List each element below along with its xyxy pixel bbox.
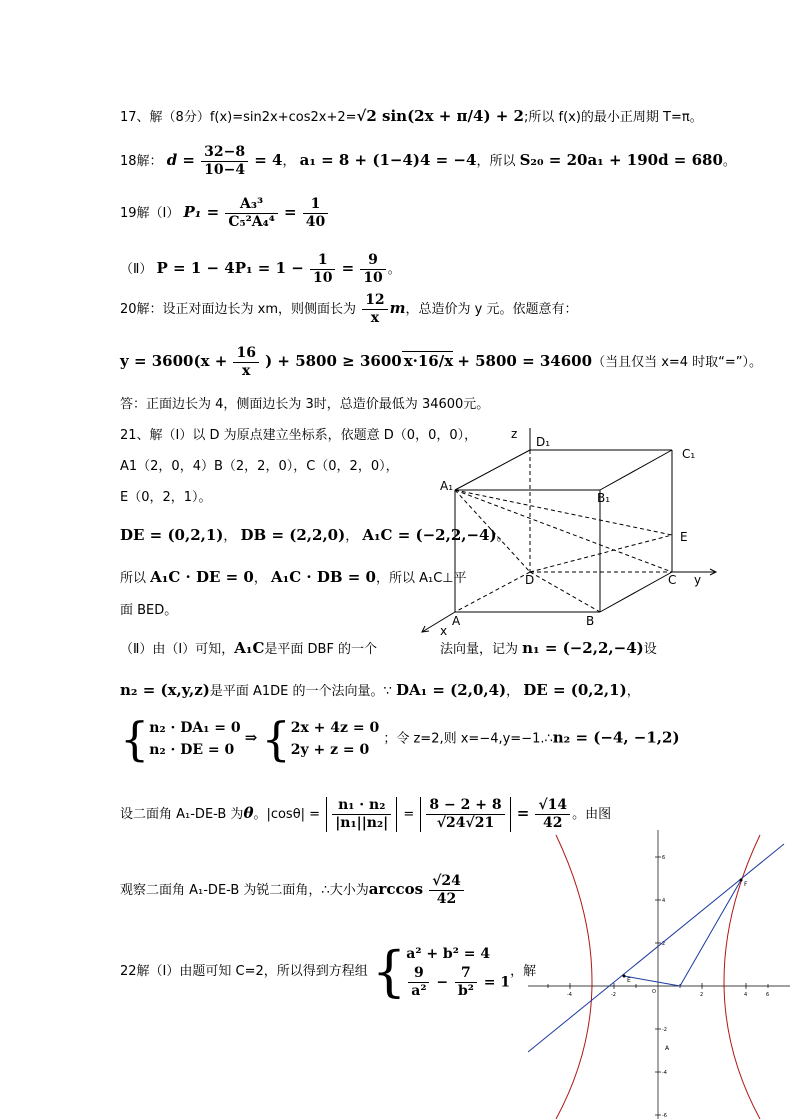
problem-21-part2-b: 法向量，记为 n₁ = (−2,2,−4)设 bbox=[440, 639, 657, 657]
label-origin: O bbox=[652, 989, 656, 995]
label-a: A bbox=[452, 614, 461, 628]
label-d1: D₁ bbox=[536, 435, 551, 449]
problem-19-part1: 19解（Ⅰ） P₁ = $\frac{\text{A₃³}}{\text{C₅²A₄⁴}}$ = $\frac{1}{40}$ bbox=[120, 196, 330, 231]
label-e: E bbox=[627, 977, 631, 984]
label-f: F bbox=[744, 881, 748, 888]
line-db bbox=[530, 572, 600, 612]
fraction: $\frac{32-8}{10-4}$ bbox=[201, 144, 248, 179]
ytick-label: 4 bbox=[662, 898, 666, 904]
xtick-label: -4 bbox=[567, 992, 572, 998]
xtick-label: 6 bbox=[766, 992, 770, 998]
problem-21-normal: n₂ = (x,y,z)是平面 A1DE 的一个法向量。∵ DA₁ = (2,0,4)， DE = (0,2,1)， bbox=[120, 681, 640, 699]
problem-20-line2: y = 3600(x + $\frac{16}{x}$ ) + 5800 ≥ 3600 x·16/x + 5800 = 34600（当且仅当 x=4 时取“=”）。 bbox=[120, 345, 763, 379]
problem-21-answer: 观察二面角 A₁-DE-B 为锐二面角，∴大小为arccos $\frac{√24}{42}$ bbox=[120, 873, 466, 908]
line-de bbox=[530, 535, 672, 572]
problem-20-answer: 答：正面边长为 4，侧面边长为 3时，总造价最低为 34600元。 bbox=[120, 397, 490, 412]
problem-21-vectors: DE = (0,2,1)， DB = (2,2,0)， A₁C = (−2,2,−4)。 bbox=[120, 526, 510, 544]
line-a1e bbox=[455, 490, 672, 535]
edge-bc bbox=[600, 572, 672, 612]
problem-21-angle: 设二面角 A₁-DE-B 为θ。|cosθ| = $\frac{\text{n₁ · n₂}}{\text{|n₁||n₂|}}$ = $\frac{8 - 2 + 8}{√24√21}$ = $\frac{√14}{42}$ 。由图 bbox=[120, 797, 612, 831]
problem-21-line6: 面 BED。 bbox=[120, 603, 178, 618]
label-a1: A₁ bbox=[440, 479, 454, 493]
edge-a1d1 bbox=[455, 450, 530, 490]
problem-21-system: {n₂ · DA₁ = 0 n₂ · DE = 0 ⇒ {2x + 4z = 0 2y + z = 0 ；令 z=2,则 x=−4,y=−1.∴n₂ = (−4, −1,2) bbox=[120, 712, 680, 766]
label-e: E bbox=[680, 530, 688, 544]
ytick-label: 2 bbox=[662, 941, 666, 947]
segment-e-o bbox=[624, 976, 680, 986]
ytick-label: -6 bbox=[662, 1113, 667, 1119]
line-a1c bbox=[455, 490, 672, 572]
label-a: A bbox=[665, 1045, 670, 1052]
label-d: D bbox=[525, 573, 535, 587]
problem-21-line1: 21、解（Ⅰ）以 D 为原点建立坐标系，依题意 D（0，0，0）， bbox=[120, 428, 478, 443]
problem-21-dots: 所以 A₁C · DE = 0， A₁C · DB = 0，所以 A₁C⊥平 bbox=[120, 568, 467, 586]
problem-21-part2: （Ⅱ）由（Ⅰ）可知，A₁C是平面 DBF 的一个 bbox=[120, 639, 378, 657]
ytick-label: 6 bbox=[662, 855, 666, 861]
ytick-label: -2 bbox=[662, 1027, 667, 1033]
point-e bbox=[623, 975, 626, 978]
label-b: B bbox=[586, 614, 595, 628]
point-f bbox=[740, 879, 743, 882]
label-c: C bbox=[668, 573, 677, 587]
hyperbola-left-branch bbox=[556, 835, 592, 1119]
problem-18: 18解： d = $\frac{32-8}{10-4}$ = 4， a₁ = 8 + (1−4)4 = −4，所以 S₂₀ = 20a₁ + 190d = 680。 bbox=[120, 144, 736, 178]
label-x: x bbox=[440, 624, 448, 638]
problem-21-line3: E（0，2，1）。 bbox=[120, 490, 212, 505]
xtick-label: 4 bbox=[744, 992, 748, 998]
problem-22: 22解（Ⅰ）由题可知 C=2，所以得到方程组 {a² + b² = 4 $\frac{9}{\text{a²}}$ − $\frac{7}{\text{b²}}$ = 1，解 bbox=[120, 939, 537, 1003]
problem-20-line1: 20解：设正对面边长为 xm，则侧面长为 $\frac{12}{x}$ m，总造价为 y 元。依题意有： bbox=[120, 292, 578, 326]
line-through-e-f bbox=[528, 844, 784, 1052]
segment-o-f bbox=[680, 880, 741, 986]
xtick-label: 2 bbox=[700, 992, 704, 998]
edge-b1c1 bbox=[600, 450, 672, 490]
problem-17: 17、解（8分）f(x)=sin2x+cos2x+2=√2 sin(2x + π/4) + 2;所以 f(x)的最小正周期 T=π。 bbox=[120, 107, 703, 125]
label-z: z bbox=[511, 427, 518, 441]
ytick-label: -4 bbox=[662, 1070, 667, 1076]
label-b1: B₁ bbox=[597, 491, 611, 505]
xtick-label: -2 bbox=[611, 992, 616, 998]
label-c1: C₁ bbox=[682, 447, 696, 461]
line-a1d bbox=[455, 490, 530, 572]
label-y: y bbox=[694, 573, 702, 587]
hyperbola-graph bbox=[528, 830, 790, 1119]
problem-21-line2: A1（2，0，4）B（2，2，0），C（0，2，0）， bbox=[120, 459, 399, 474]
problem-19-part2: （Ⅱ） P = 1 − 4P₁ = 1 − $\frac{1}{10}$ = $\frac{9}{10}$ 。 bbox=[120, 252, 401, 286]
cube-figure bbox=[410, 420, 730, 645]
edge-da bbox=[455, 572, 530, 612]
x-axis bbox=[422, 612, 455, 632]
